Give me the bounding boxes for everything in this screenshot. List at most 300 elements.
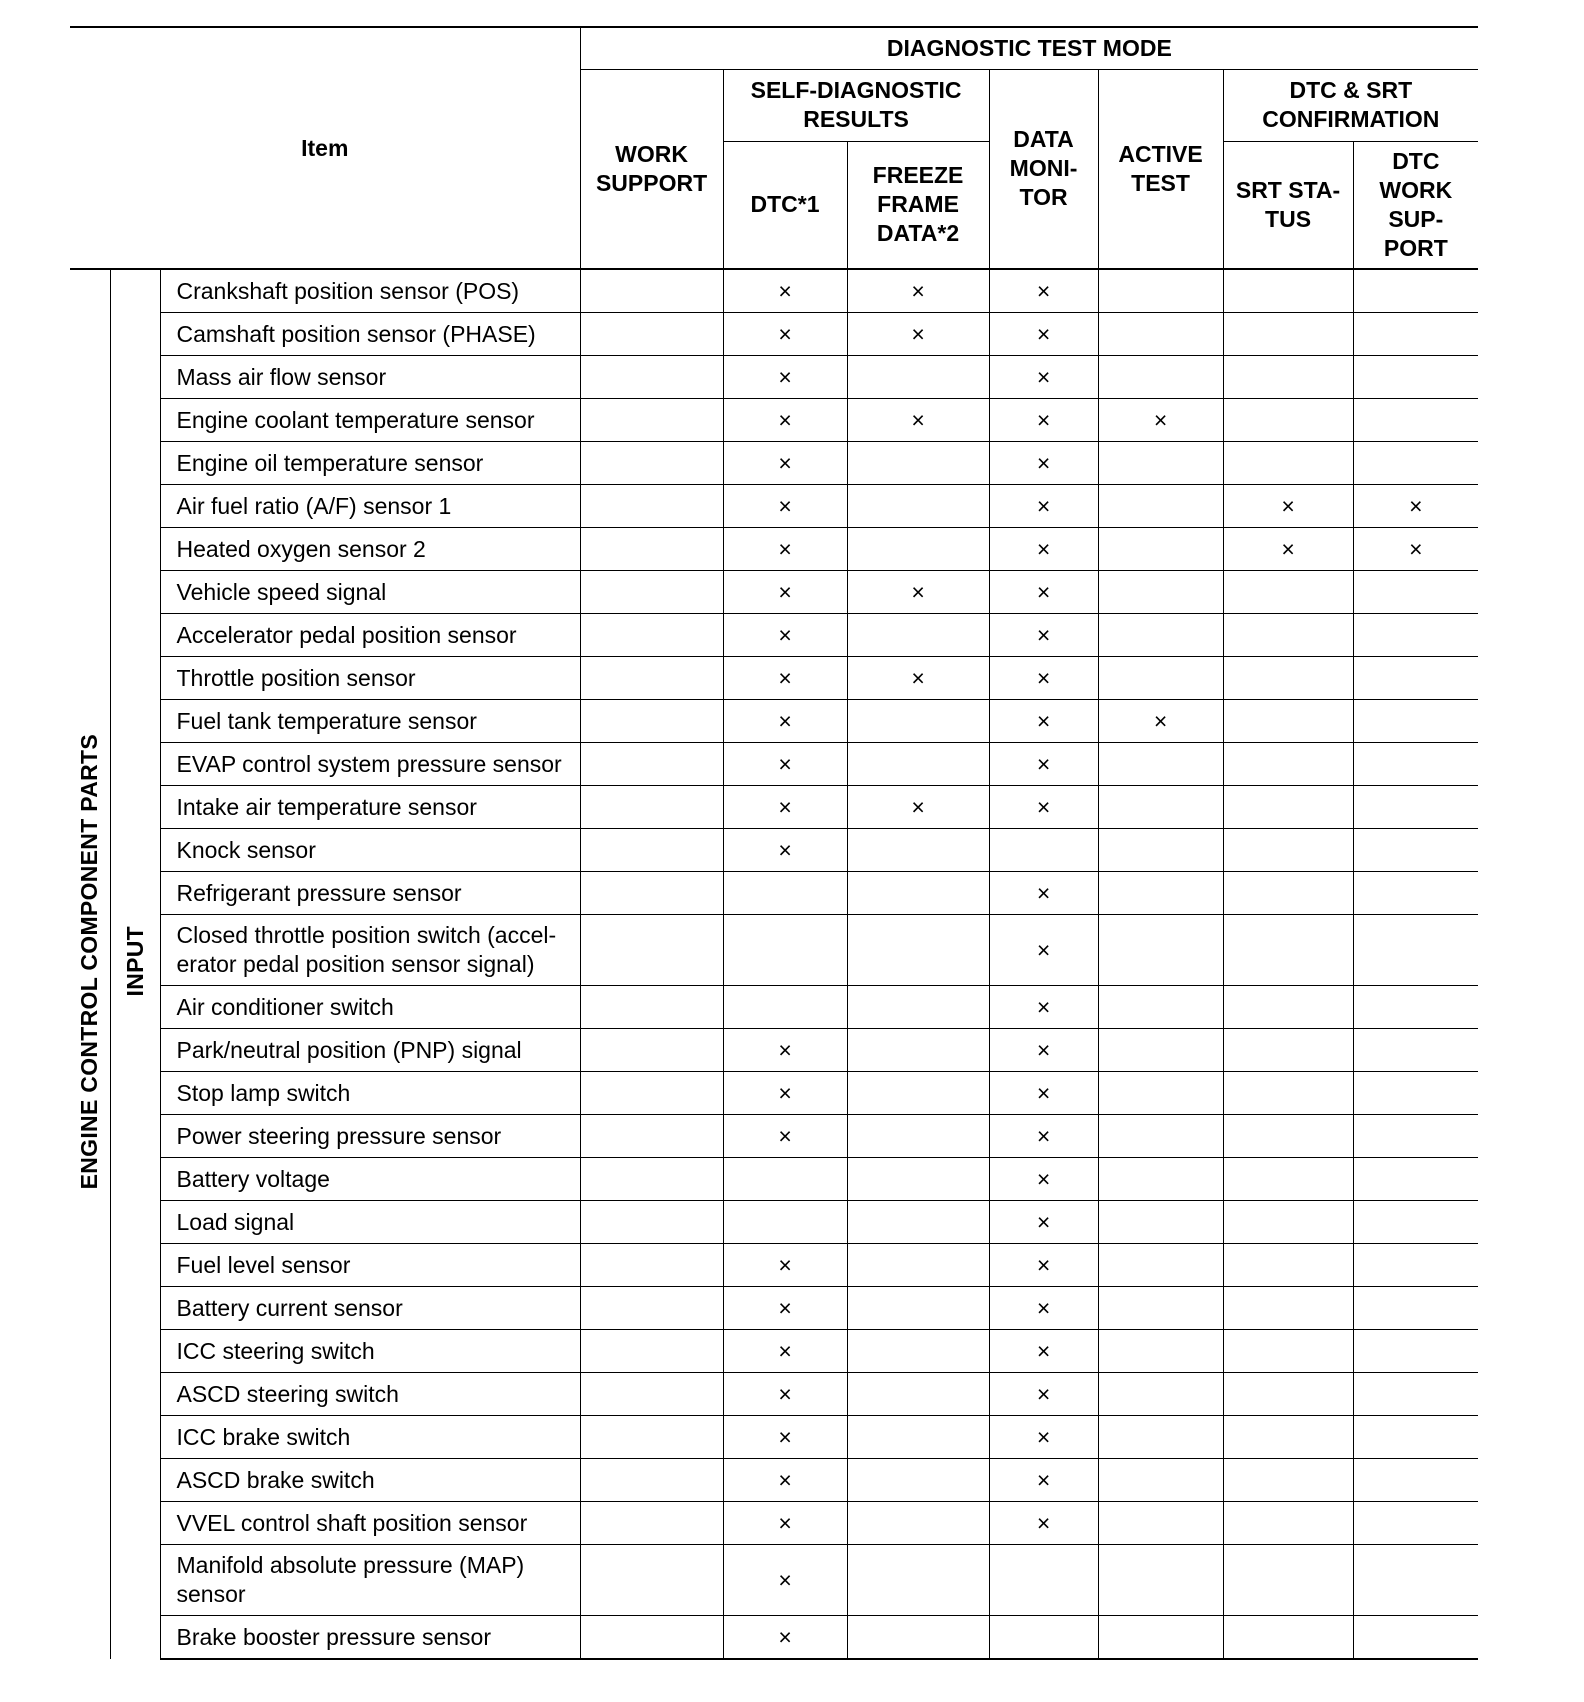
table-row (70, 986, 1478, 1029)
applicable-mark-icon: × (911, 406, 925, 433)
work-support-cell (580, 399, 723, 442)
dtc-work-support-cell (1353, 1545, 1478, 1616)
applicable-mark-icon: × (778, 1294, 792, 1321)
srt-status-cell (1223, 1416, 1353, 1459)
dtc-cell (723, 1072, 847, 1115)
item-name: Air fuel ratio (A/F) sensor 1 (160, 485, 580, 528)
freeze-frame-data-header: FREEZE FRAME DATA*2 (847, 141, 989, 269)
applicable-mark-icon: × (778, 750, 792, 777)
applicable-mark-icon: × (778, 1036, 792, 1063)
applicable-mark-icon: × (1036, 707, 1051, 734)
subcategory-input (110, 269, 160, 1659)
item-name: Stop lamp switch (160, 1072, 580, 1115)
applicable-mark-icon: × (1036, 1466, 1051, 1493)
work-support-cell (580, 1545, 723, 1616)
data-monitor-cell (989, 1616, 1098, 1660)
item-header: Item (70, 27, 580, 269)
work-support-cell (580, 1201, 723, 1244)
self-diagnostic-results-header: SELF-DIAGNOSTIC RESULTS (723, 69, 989, 141)
active-test-cell (1098, 571, 1223, 614)
data-monitor-cell (989, 1201, 1098, 1244)
srt-status-cell (1223, 986, 1353, 1029)
table-row (70, 313, 1478, 356)
data-monitor-cell (989, 1373, 1098, 1416)
dtc-cell (723, 1459, 847, 1502)
item-name: Intake air temperature sensor (160, 786, 580, 829)
srt-status-cell (1223, 915, 1353, 986)
dtc-cell (723, 1287, 847, 1330)
dtc-work-support-cell (1353, 1459, 1478, 1502)
dtc-work-support-cell (1353, 1502, 1478, 1545)
applicable-mark-icon: × (1036, 492, 1051, 519)
dtc-work-support-cell (1353, 313, 1478, 356)
freeze-frame-cell (847, 1502, 989, 1545)
applicable-mark-icon: × (778, 1251, 792, 1278)
dtc-work-support-cell (1353, 700, 1478, 743)
active-test-cell (1098, 829, 1223, 872)
dtc-cell (723, 1373, 847, 1416)
srt-status-cell (1223, 571, 1353, 614)
dtc-srt-confirmation-header: DTC & SRT CONFIRMATION (1223, 69, 1478, 141)
applicable-mark-icon: × (1153, 406, 1168, 433)
srt-status-cell (1223, 485, 1353, 528)
work-support-cell (580, 829, 723, 872)
applicable-mark-icon: × (778, 836, 792, 863)
dtc-work-support-cell (1353, 571, 1478, 614)
item-name: Battery voltage (160, 1158, 580, 1201)
srt-status-cell (1223, 1373, 1353, 1416)
dtc-cell (723, 614, 847, 657)
active-test-cell (1098, 872, 1223, 915)
freeze-frame-cell (847, 1244, 989, 1287)
active-test-cell (1098, 1502, 1223, 1545)
work-support-cell (580, 1330, 723, 1373)
freeze-frame-cell (847, 700, 989, 743)
dtc-work-support-cell (1353, 1201, 1478, 1244)
dtc-work-support-cell (1353, 1616, 1478, 1660)
applicable-mark-icon: × (911, 664, 925, 691)
item-name: Brake booster pressure sensor (160, 1616, 580, 1660)
item-name: Refrigerant pressure sensor (160, 872, 580, 915)
dtc-cell (723, 1416, 847, 1459)
srt-status-cell (1223, 356, 1353, 399)
work-support-cell (580, 1158, 723, 1201)
table-row (70, 1459, 1478, 1502)
table-row (70, 356, 1478, 399)
data-monitor-cell (989, 1459, 1098, 1502)
freeze-frame-cell (847, 356, 989, 399)
srt-status-cell (1223, 872, 1353, 915)
data-monitor-cell (989, 1029, 1098, 1072)
freeze-frame-cell (847, 915, 989, 986)
srt-status-cell (1223, 700, 1353, 743)
active-test-cell (1098, 1244, 1223, 1287)
freeze-frame-cell (847, 1330, 989, 1373)
work-support-cell (580, 1244, 723, 1287)
item-name: Heated oxygen sensor 2 (160, 528, 580, 571)
data-monitor-cell (989, 743, 1098, 786)
data-monitor-cell (989, 872, 1098, 915)
table-row (70, 1072, 1478, 1115)
freeze-frame-cell (847, 313, 989, 356)
freeze-frame-cell (847, 269, 989, 313)
item-name: Crankshaft position sensor (POS) (160, 269, 580, 313)
freeze-frame-cell (847, 1616, 989, 1660)
freeze-frame-cell (847, 1201, 989, 1244)
dtc-work-support-cell (1353, 1029, 1478, 1072)
applicable-mark-icon: × (1281, 535, 1295, 562)
srt-status-cell (1223, 313, 1353, 356)
applicable-mark-icon: × (778, 1623, 792, 1650)
applicable-mark-icon: × (1036, 1423, 1051, 1450)
dtc-cell (723, 313, 847, 356)
active-test-cell (1098, 1115, 1223, 1158)
category-engine-control-component-parts (70, 269, 110, 1659)
active-test-cell (1098, 442, 1223, 485)
dtc-cell (723, 743, 847, 786)
dtc-work-support-cell (1353, 614, 1478, 657)
work-support-cell (580, 1502, 723, 1545)
srt-status-cell (1223, 743, 1353, 786)
item-name: Accelerator pedal position sensor (160, 614, 580, 657)
srt-status-cell (1223, 1244, 1353, 1287)
applicable-mark-icon: × (778, 1337, 792, 1364)
table-row (70, 528, 1478, 571)
srt-status-cell (1223, 1459, 1353, 1502)
applicable-mark-icon: × (1036, 1079, 1051, 1106)
data-monitor-cell (989, 269, 1098, 313)
applicable-mark-icon: × (778, 320, 792, 347)
table-row (70, 743, 1478, 786)
data-monitor-header: DATA MONI- TOR (989, 69, 1098, 269)
item-name: Battery current sensor (160, 1287, 580, 1330)
applicable-mark-icon: × (778, 277, 792, 304)
dtc-work-support-cell (1353, 442, 1478, 485)
dtc-work-support-cell (1353, 269, 1478, 313)
work-support-cell (580, 1115, 723, 1158)
applicable-mark-icon: × (1036, 993, 1051, 1020)
active-test-cell (1098, 399, 1223, 442)
active-test-cell (1098, 1072, 1223, 1115)
applicable-mark-icon: × (778, 793, 792, 820)
data-monitor-cell (989, 829, 1098, 872)
applicable-mark-icon: × (778, 535, 792, 562)
freeze-frame-cell (847, 442, 989, 485)
applicable-mark-icon: × (778, 1566, 792, 1593)
active-test-cell (1098, 1416, 1223, 1459)
table-row (70, 1373, 1478, 1416)
work-support-cell (580, 657, 723, 700)
item-name: ASCD brake switch (160, 1459, 580, 1502)
freeze-frame-cell (847, 614, 989, 657)
applicable-mark-icon: × (1036, 1380, 1051, 1407)
table-row (70, 1330, 1478, 1373)
srt-status-cell (1223, 1502, 1353, 1545)
applicable-mark-icon: × (1036, 936, 1051, 963)
active-test-cell (1098, 313, 1223, 356)
item-name: ICC steering switch (160, 1330, 580, 1373)
applicable-mark-icon: × (778, 1122, 792, 1149)
table-row (70, 915, 1478, 986)
active-test-cell (1098, 915, 1223, 986)
work-support-cell (580, 1616, 723, 1660)
item-name: Camshaft position sensor (PHASE) (160, 313, 580, 356)
item-name: Knock sensor (160, 829, 580, 872)
dtc-work-support-cell (1353, 1416, 1478, 1459)
active-test-cell (1098, 1287, 1223, 1330)
table-row (70, 269, 1478, 313)
data-monitor-cell (989, 986, 1098, 1029)
work-support-cell (580, 571, 723, 614)
applicable-mark-icon: × (911, 320, 925, 347)
dtc-cell (723, 1115, 847, 1158)
item-name: Mass air flow sensor (160, 356, 580, 399)
work-support-cell (580, 1459, 723, 1502)
table-body (70, 269, 1478, 1659)
dtc-cell (723, 356, 847, 399)
applicable-mark-icon: × (1036, 535, 1051, 562)
active-test-cell (1098, 614, 1223, 657)
active-test-cell (1098, 700, 1223, 743)
dtc-cell (723, 786, 847, 829)
table-row (70, 485, 1478, 528)
freeze-frame-cell (847, 657, 989, 700)
dtc-cell (723, 442, 847, 485)
dtc-cell (723, 829, 847, 872)
work-support-cell (580, 313, 723, 356)
applicable-mark-icon: × (778, 621, 792, 648)
item-name: ICC brake switch (160, 1416, 580, 1459)
item-name: Vehicle speed signal (160, 571, 580, 614)
srt-status-cell (1223, 269, 1353, 313)
srt-status-cell (1223, 1029, 1353, 1072)
active-test-cell (1098, 1459, 1223, 1502)
applicable-mark-icon: × (1036, 1165, 1051, 1192)
active-test-cell (1098, 1201, 1223, 1244)
dtc-work-support-cell (1353, 528, 1478, 571)
applicable-mark-icon: × (1036, 1036, 1051, 1063)
applicable-mark-icon: × (1036, 664, 1051, 691)
applicable-mark-icon: × (1036, 750, 1051, 777)
applicable-mark-icon: × (1036, 449, 1051, 476)
diagnostic-test-mode-table (70, 26, 1478, 1660)
applicable-mark-icon: × (1409, 492, 1423, 519)
data-monitor-cell (989, 1416, 1098, 1459)
freeze-frame-cell (847, 1545, 989, 1616)
applicable-mark-icon: × (1036, 363, 1051, 390)
applicable-mark-icon: × (778, 1380, 792, 1407)
table-row (70, 442, 1478, 485)
dtc-cell (723, 700, 847, 743)
applicable-mark-icon: × (1281, 492, 1295, 519)
srt-status-cell (1223, 442, 1353, 485)
item-name: ASCD steering switch (160, 1373, 580, 1416)
data-monitor-cell (989, 313, 1098, 356)
dtc-cell (723, 1502, 847, 1545)
applicable-mark-icon: × (1036, 277, 1051, 304)
category-label: ENGINE CONTROL COMPONENT PARTS (76, 733, 103, 1190)
table-row (70, 571, 1478, 614)
dtc-work-support-cell (1353, 915, 1478, 986)
dtc-work-support-cell (1353, 1330, 1478, 1373)
srt-status-cell (1223, 399, 1353, 442)
work-support-cell (580, 986, 723, 1029)
srt-status-cell (1223, 829, 1353, 872)
dtc-work-support-cell (1353, 872, 1478, 915)
applicable-mark-icon: × (911, 793, 925, 820)
dtc-cell (723, 1029, 847, 1072)
item-name: Air conditioner switch (160, 986, 580, 1029)
freeze-frame-cell (847, 571, 989, 614)
data-monitor-cell (989, 442, 1098, 485)
dtc-work-support-cell (1353, 1115, 1478, 1158)
data-monitor-cell (989, 528, 1098, 571)
item-name: Load signal (160, 1201, 580, 1244)
dtc-work-support-header: DTC WORK SUP- PORT (1353, 141, 1478, 269)
work-support-cell (580, 356, 723, 399)
applicable-mark-icon: × (778, 578, 792, 605)
active-test-cell (1098, 1616, 1223, 1660)
data-monitor-cell (989, 485, 1098, 528)
subcategory-label: INPUT (121, 926, 148, 997)
dtc-work-support-cell (1353, 829, 1478, 872)
dtc-work-support-cell (1353, 986, 1478, 1029)
dtc-header: DTC*1 (723, 141, 847, 269)
freeze-frame-cell (847, 829, 989, 872)
table-row (70, 1115, 1478, 1158)
applicable-mark-icon: × (778, 1466, 792, 1493)
active-test-cell (1098, 1330, 1223, 1373)
freeze-frame-cell (847, 1072, 989, 1115)
table-row (70, 1502, 1478, 1545)
work-support-cell (580, 1287, 723, 1330)
applicable-mark-icon: × (1036, 1337, 1051, 1364)
freeze-frame-cell (847, 743, 989, 786)
item-name: Park/neutral position (PNP) signal (160, 1029, 580, 1072)
active-test-cell (1098, 356, 1223, 399)
work-support-cell (580, 1373, 723, 1416)
applicable-mark-icon: × (1036, 1509, 1051, 1536)
data-monitor-cell (989, 1244, 1098, 1287)
applicable-mark-icon: × (778, 1079, 792, 1106)
srt-status-cell (1223, 1072, 1353, 1115)
freeze-frame-cell (847, 1373, 989, 1416)
item-name: Closed throttle position switch (accel- erator pedal position sensor signal) (160, 915, 580, 986)
work-support-cell (580, 872, 723, 915)
freeze-frame-cell (847, 1459, 989, 1502)
srt-status-cell (1223, 614, 1353, 657)
table-row (70, 1616, 1478, 1660)
table-row (70, 700, 1478, 743)
work-support-cell (580, 786, 723, 829)
data-monitor-cell (989, 1072, 1098, 1115)
table-row (70, 829, 1478, 872)
applicable-mark-icon: × (911, 578, 925, 605)
item-name: Engine oil temperature sensor (160, 442, 580, 485)
diagnostic-test-mode-header: DIAGNOSTIC TEST MODE (580, 27, 1478, 69)
dtc-work-support-cell (1353, 1072, 1478, 1115)
work-support-cell (580, 269, 723, 313)
freeze-frame-cell (847, 1115, 989, 1158)
table-row (70, 1201, 1478, 1244)
dtc-cell (723, 269, 847, 313)
table-row (70, 1545, 1478, 1616)
applicable-mark-icon: × (778, 449, 792, 476)
dtc-cell (723, 872, 847, 915)
item-name: EVAP control system pressure sensor (160, 743, 580, 786)
dtc-work-support-cell (1353, 786, 1478, 829)
work-support-cell (580, 1029, 723, 1072)
dtc-work-support-cell (1353, 657, 1478, 700)
table-row (70, 399, 1478, 442)
active-test-cell (1098, 1373, 1223, 1416)
applicable-mark-icon: × (1036, 621, 1051, 648)
freeze-frame-cell (847, 528, 989, 571)
srt-status-cell (1223, 1201, 1353, 1244)
srt-status-cell (1223, 786, 1353, 829)
data-monitor-cell (989, 399, 1098, 442)
active-test-cell (1098, 786, 1223, 829)
srt-status-cell (1223, 657, 1353, 700)
dtc-work-support-cell (1353, 1287, 1478, 1330)
dtc-cell (723, 915, 847, 986)
item-name: Fuel tank temperature sensor (160, 700, 580, 743)
data-monitor-cell (989, 915, 1098, 986)
item-name: Engine coolant temperature sensor (160, 399, 580, 442)
applicable-mark-icon: × (778, 363, 792, 390)
work-support-cell (580, 485, 723, 528)
work-support-cell (580, 700, 723, 743)
applicable-mark-icon: × (1036, 1294, 1051, 1321)
active-test-cell (1098, 1158, 1223, 1201)
data-monitor-cell (989, 1330, 1098, 1373)
data-monitor-cell (989, 1158, 1098, 1201)
applicable-mark-icon: × (778, 1509, 792, 1536)
srt-status-cell (1223, 1616, 1353, 1660)
applicable-mark-icon: × (778, 664, 792, 691)
applicable-mark-icon: × (1036, 320, 1051, 347)
table-row (70, 1416, 1478, 1459)
dtc-cell (723, 1616, 847, 1660)
srt-status-header: SRT STA- TUS (1223, 141, 1353, 269)
applicable-mark-icon: × (1036, 793, 1051, 820)
active-test-cell (1098, 528, 1223, 571)
data-monitor-cell (989, 1287, 1098, 1330)
applicable-mark-icon: × (1036, 1208, 1051, 1235)
dtc-cell (723, 986, 847, 1029)
table-row (70, 1287, 1478, 1330)
applicable-mark-icon: × (778, 406, 792, 433)
srt-status-cell (1223, 1545, 1353, 1616)
work-support-header: WORK SUPPORT (580, 69, 723, 269)
applicable-mark-icon: × (778, 707, 792, 734)
table-row (70, 1244, 1478, 1287)
dtc-cell (723, 1330, 847, 1373)
dtc-work-support-cell (1353, 485, 1478, 528)
data-monitor-cell (989, 1545, 1098, 1616)
srt-status-cell (1223, 1287, 1353, 1330)
applicable-mark-icon: × (1153, 707, 1168, 734)
item-name: Manifold absolute pressure (MAP) sensor (160, 1545, 580, 1616)
data-monitor-cell (989, 786, 1098, 829)
item-name: Throttle position sensor (160, 657, 580, 700)
data-monitor-cell (989, 700, 1098, 743)
dtc-cell (723, 571, 847, 614)
dtc-cell (723, 1545, 847, 1616)
dtc-cell (723, 485, 847, 528)
active-test-cell (1098, 269, 1223, 313)
active-test-cell (1098, 1545, 1223, 1616)
